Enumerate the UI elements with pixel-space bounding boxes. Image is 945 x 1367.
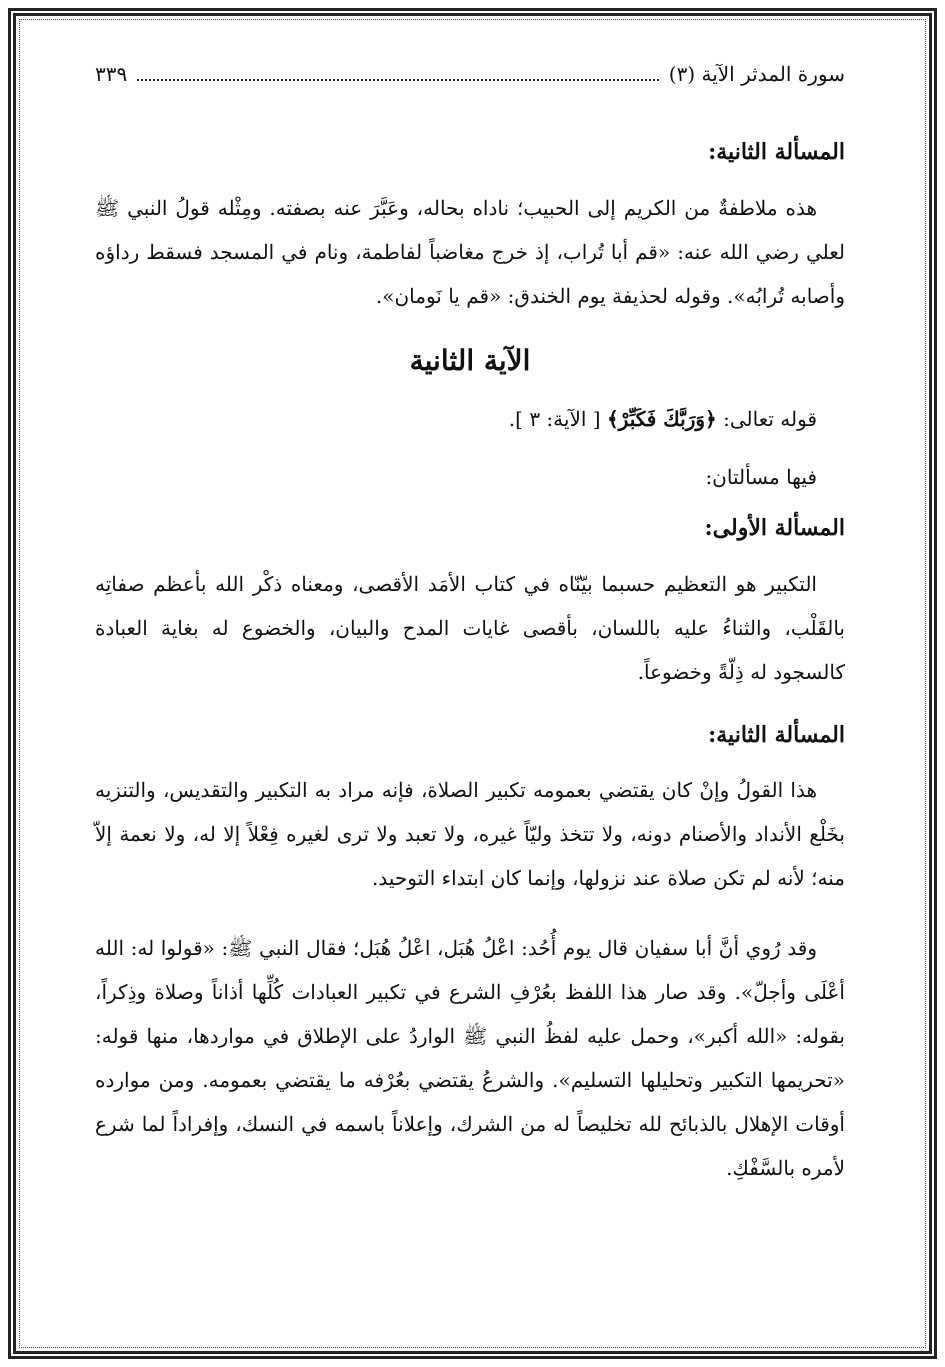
section1-heading: المسألة الثانية: <box>708 139 845 165</box>
verse-reference: [ الآية: ٣ ]. <box>508 406 607 431</box>
section2-paragraph: التكبير هو التعظيم حسبما بيّنّاه في كتاب الأمَد الأقصى، ومعناه ذكْر الله بأعظم صفاتِه بالقَلْب، والثناءُ عليه باللسان، بأقصى غايات المدح والبيان، والخضوع له بغاية العبادة كالسجود له ذِلّةً وخضوعاً. <box>95 571 845 684</box>
issues-intro: فيها مسألتان: <box>705 464 817 489</box>
section3-heading: المسألة الثانية: <box>708 721 845 748</box>
verse-line <box>95 397 845 441</box>
page-number: ٣٣٩ <box>95 62 128 86</box>
section1-paragraph: هذه ملاطفةٌ من الكريم إلى الحبيب؛ ناداه بحاله، وعَبَّرَ عنه بصفته. ومِثْله قولُ النبي ﷺ لعلي رضي الله عنه: «قم أبا تُراب، إذ خرج مغاضباً لفاطمة، ونام في المسجد فسقط رداؤه وأصابه تُرابُه». وقوله لحذيفة يوم الخندق: «قم يا نَومان». <box>95 195 845 308</box>
header-title: سورة المدثر الآية (٣) <box>668 62 845 86</box>
quran-verse: ﴿وَرَبَّكَ فَكَبِّرْ﴾ <box>606 406 717 431</box>
page-content <box>95 62 845 1216</box>
running-header <box>95 62 845 87</box>
header-dotted-leader <box>137 79 659 81</box>
section2-heading: المسألة الأولى: <box>704 514 845 541</box>
verse-intro: قوله تعالى: <box>716 406 817 431</box>
section3-paragraph-2: وقد رُوي أنَّ أبا سفيان قال يوم أُحُد: اعْلُ هُبَل، اعْلُ هُبَل؛ فقال النبي ﷺ: «قولوا له: الله أعْلَى وأجلّ». وقد صار هذا اللفظ بعُرْفِ الشرع في تكبير العبادات كُلِّها أذاناً وصلاة وذِكراً، بقوله: «الله أكبر»، وحمل عليه لفظُ النبي ﷺ الواردُ على الإطلاق في مواردها، منها قوله: «تحريمها التكبير وتحليلها التسليم». والشرعُ يقتضي بعُرْفه ما يقتضي بعمومه. ومن موارده أوقات الإهلال بالذبائح لله تخليصاً له من الشرك، وإعلاناً باسمه في النسك، وإفراداً لما شرع لأمره بالسَّفْكِ. <box>95 936 845 1181</box>
verse-title: الآية الثانية <box>409 343 531 377</box>
section3-paragraph-1: هذا القولُ وإنْ كان يقتضي بعمومه تكبير الصلاة، فإنه مراد به التكبير والتقديس، والتنزيه بخَلْع الأنداد والأصنام دونه، ولا تتخذ وليّاً غيره، ولا تعبد ولا ترى لغيره فِعْلاً إلا له، ولا نعمة إلاّ منه؛ لأنه لم تكن صلاة عند نزولها، وإنما كان ابتداء التوحيد. <box>95 778 845 891</box>
